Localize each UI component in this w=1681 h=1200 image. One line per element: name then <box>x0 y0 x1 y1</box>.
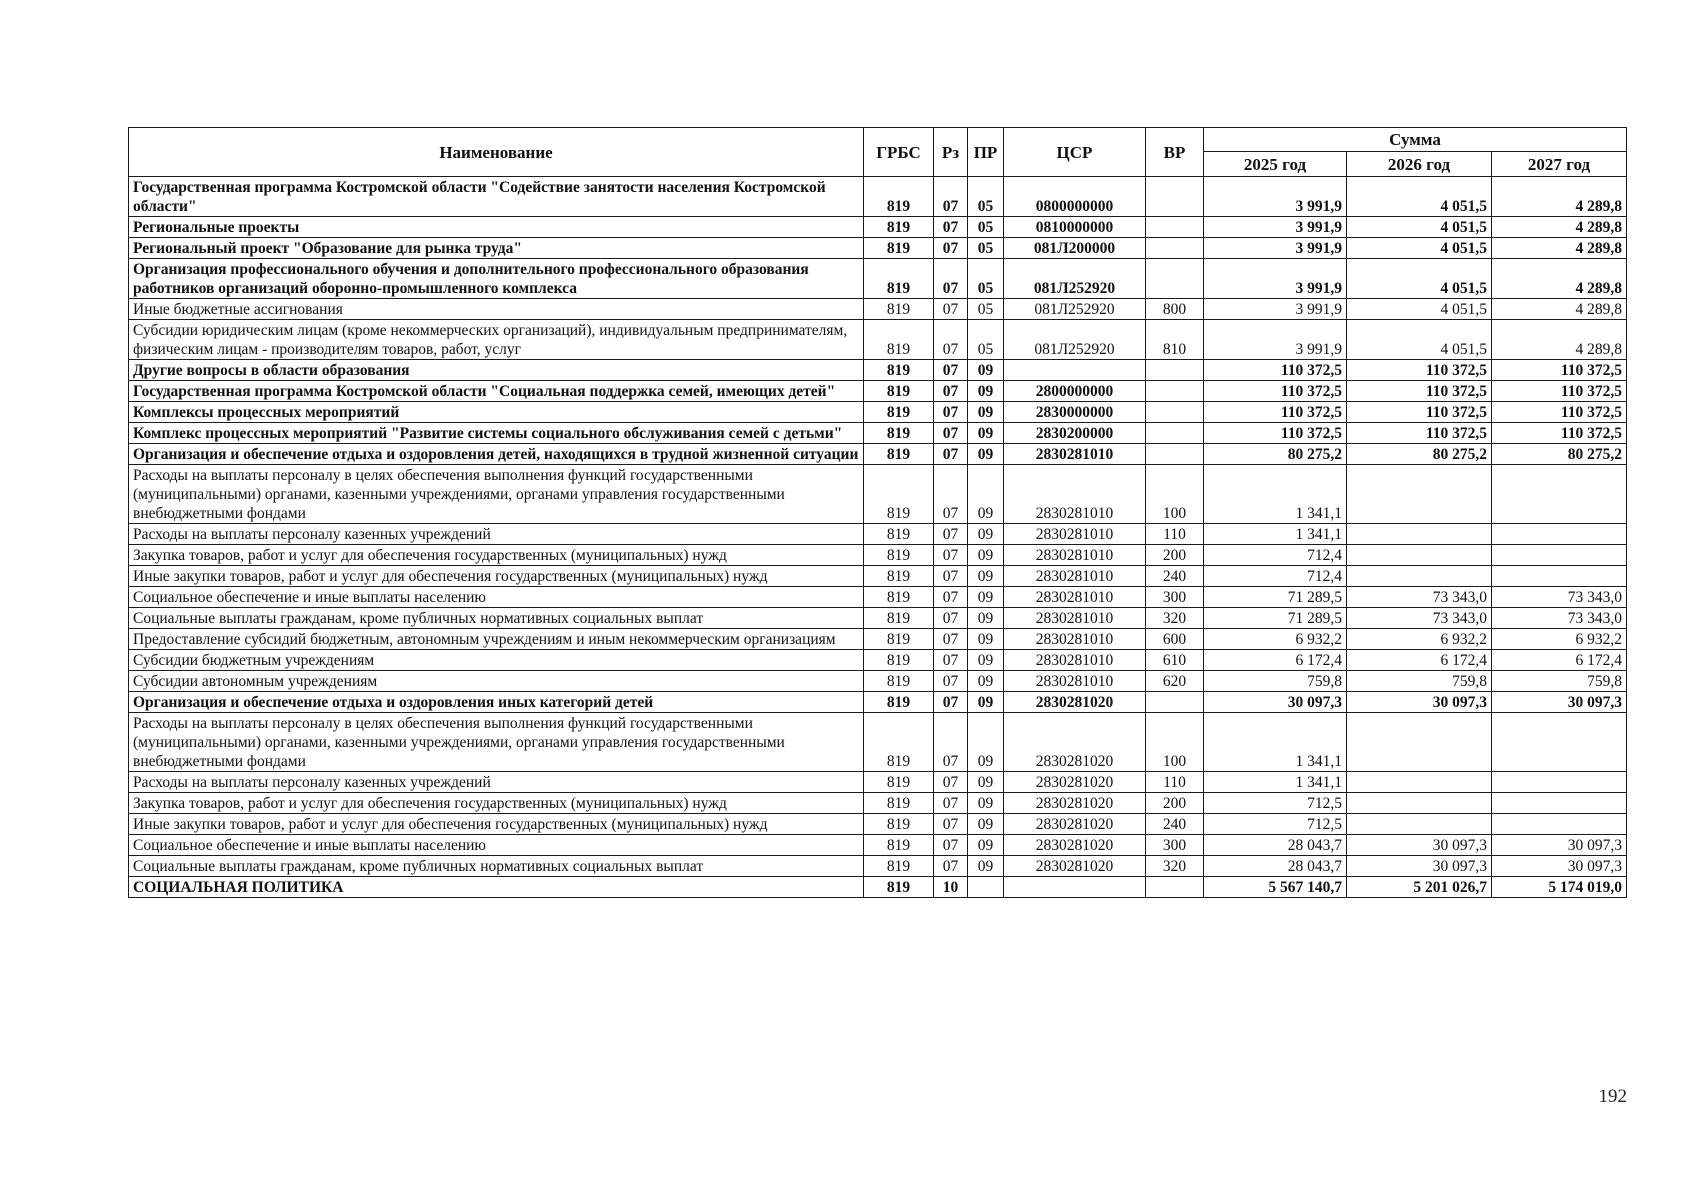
cell-pr: 09 <box>968 360 1004 381</box>
cell-2027: 30 097,3 <box>1492 856 1627 877</box>
cell-2027: 759,8 <box>1492 671 1627 692</box>
cell-pr: 05 <box>968 259 1004 299</box>
cell-name: Субсидии юридическим лицам (кроме некоммерческих организаций), индивидуальным предпринимателям, физическим лицам - производителям товаров, работ, услуг <box>129 320 864 360</box>
cell-rz: 07 <box>934 650 968 671</box>
cell-grbs: 819 <box>864 566 934 587</box>
cell-pr: 09 <box>968 444 1004 465</box>
cell-rz: 07 <box>934 360 968 381</box>
cell-vr: 240 <box>1146 814 1204 835</box>
cell-csr: 2830281010 <box>1004 671 1146 692</box>
cell-2026: 6 172,4 <box>1347 650 1492 671</box>
cell-name: Субсидии автономным учреждениям <box>129 671 864 692</box>
cell-name: Расходы на выплаты персоналу казенных учреждений <box>129 772 864 793</box>
cell-csr: 2830281010 <box>1004 587 1146 608</box>
cell-csr: 2830281010 <box>1004 444 1146 465</box>
cell-vr <box>1146 692 1204 713</box>
table-row <box>129 524 1627 545</box>
cell-2027 <box>1492 793 1627 814</box>
cell-2025: 28 043,7 <box>1204 835 1347 856</box>
cell-2026: 6 932,2 <box>1347 629 1492 650</box>
cell-rz: 07 <box>934 259 968 299</box>
cell-rz: 07 <box>934 177 968 217</box>
cell-name: Расходы на выплаты персоналу в целях обеспечения выполнения функций государственными (муниципальными) органами, казенными учреждениями, органами управления государственными внебюджетными фондами <box>129 465 864 524</box>
cell-pr: 05 <box>968 320 1004 360</box>
cell-2026 <box>1347 793 1492 814</box>
cell-2026 <box>1347 545 1492 566</box>
table-header <box>129 128 1627 177</box>
cell-2025: 712,5 <box>1204 814 1347 835</box>
cell-pr: 09 <box>968 772 1004 793</box>
cell-rz: 07 <box>934 381 968 402</box>
cell-pr: 05 <box>968 217 1004 238</box>
cell-csr: 2830281010 <box>1004 465 1146 524</box>
cell-grbs: 819 <box>864 671 934 692</box>
cell-2026: 30 097,3 <box>1347 692 1492 713</box>
cell-2026: 4 051,5 <box>1347 177 1492 217</box>
cell-2026 <box>1347 524 1492 545</box>
budget-table <box>128 127 1627 898</box>
cell-csr: 2830281020 <box>1004 713 1146 772</box>
cell-grbs: 819 <box>864 465 934 524</box>
cell-csr: 2830281020 <box>1004 814 1146 835</box>
table-row <box>129 259 1627 299</box>
cell-vr <box>1146 402 1204 423</box>
cell-name: СОЦИАЛЬНАЯ ПОЛИТИКА <box>129 877 864 898</box>
cell-grbs: 819 <box>864 381 934 402</box>
cell-rz: 07 <box>934 238 968 259</box>
cell-rz: 07 <box>934 465 968 524</box>
cell-pr: 09 <box>968 402 1004 423</box>
cell-2026: 759,8 <box>1347 671 1492 692</box>
cell-pr: 09 <box>968 545 1004 566</box>
cell-grbs: 819 <box>864 402 934 423</box>
cell-vr: 300 <box>1146 835 1204 856</box>
cell-vr: 300 <box>1146 587 1204 608</box>
table-row <box>129 177 1627 217</box>
cell-vr <box>1146 217 1204 238</box>
cell-2025: 110 372,5 <box>1204 423 1347 444</box>
cell-vr: 320 <box>1146 608 1204 629</box>
cell-2025: 6 172,4 <box>1204 650 1347 671</box>
cell-rz: 07 <box>934 793 968 814</box>
table-row <box>129 856 1627 877</box>
cell-2026: 30 097,3 <box>1347 835 1492 856</box>
cell-grbs: 819 <box>864 713 934 772</box>
cell-rz: 07 <box>934 814 968 835</box>
cell-grbs: 819 <box>864 608 934 629</box>
cell-pr: 09 <box>968 692 1004 713</box>
cell-2025: 759,8 <box>1204 671 1347 692</box>
cell-vr: 110 <box>1146 524 1204 545</box>
cell-csr: 2830000000 <box>1004 402 1146 423</box>
header-sum: Сумма <box>1204 128 1627 152</box>
cell-csr: 081Л252920 <box>1004 320 1146 360</box>
cell-rz: 07 <box>934 423 968 444</box>
cell-vr <box>1146 444 1204 465</box>
cell-pr: 09 <box>968 793 1004 814</box>
cell-2025: 30 097,3 <box>1204 692 1347 713</box>
cell-csr: 081Л200000 <box>1004 238 1146 259</box>
cell-name: Другие вопросы в области образования <box>129 360 864 381</box>
table-row <box>129 671 1627 692</box>
cell-name: Закупка товаров, работ и услуг для обеспечения государственных (муниципальных) нужд <box>129 545 864 566</box>
cell-pr: 09 <box>968 465 1004 524</box>
cell-2027 <box>1492 524 1627 545</box>
table-row <box>129 793 1627 814</box>
cell-name: Социальное обеспечение и иные выплаты населению <box>129 835 864 856</box>
cell-pr: 09 <box>968 608 1004 629</box>
cell-csr: 0810000000 <box>1004 217 1146 238</box>
header-vr: ВР <box>1146 128 1204 177</box>
cell-2027 <box>1492 814 1627 835</box>
cell-pr: 09 <box>968 566 1004 587</box>
cell-2025: 712,5 <box>1204 793 1347 814</box>
cell-pr: 05 <box>968 177 1004 217</box>
cell-vr <box>1146 423 1204 444</box>
table-body <box>129 177 1627 898</box>
cell-vr <box>1146 877 1204 898</box>
cell-2026: 5 201 026,7 <box>1347 877 1492 898</box>
cell-rz: 07 <box>934 524 968 545</box>
header-pr: ПР <box>968 128 1004 177</box>
cell-2027 <box>1492 772 1627 793</box>
cell-2026: 110 372,5 <box>1347 423 1492 444</box>
table-row <box>129 629 1627 650</box>
table-row <box>129 444 1627 465</box>
cell-vr <box>1146 259 1204 299</box>
cell-2027: 4 289,8 <box>1492 217 1627 238</box>
cell-rz: 10 <box>934 877 968 898</box>
cell-2025: 3 991,9 <box>1204 238 1347 259</box>
cell-grbs: 819 <box>864 545 934 566</box>
table-row <box>129 772 1627 793</box>
cell-2027: 110 372,5 <box>1492 381 1627 402</box>
cell-rz: 07 <box>934 713 968 772</box>
table-row <box>129 814 1627 835</box>
cell-name: Закупка товаров, работ и услуг для обеспечения государственных (муниципальных) нужд <box>129 793 864 814</box>
cell-csr <box>1004 360 1146 381</box>
cell-vr: 240 <box>1146 566 1204 587</box>
cell-pr: 09 <box>968 587 1004 608</box>
cell-2025: 3 991,9 <box>1204 177 1347 217</box>
cell-grbs: 819 <box>864 423 934 444</box>
cell-csr: 2800000000 <box>1004 381 1146 402</box>
cell-grbs: 819 <box>864 320 934 360</box>
cell-name: Расходы на выплаты персоналу в целях обеспечения выполнения функций государственными (муниципальными) органами, казенными учреждениями, органами управления государственными внебюджетными фондами <box>129 713 864 772</box>
cell-2025: 5 567 140,7 <box>1204 877 1347 898</box>
cell-2026 <box>1347 465 1492 524</box>
cell-2026: 4 051,5 <box>1347 320 1492 360</box>
table-row <box>129 381 1627 402</box>
cell-2027: 5 174 019,0 <box>1492 877 1627 898</box>
cell-vr: 200 <box>1146 793 1204 814</box>
cell-vr <box>1146 238 1204 259</box>
cell-vr: 100 <box>1146 465 1204 524</box>
cell-2025: 712,4 <box>1204 566 1347 587</box>
cell-2025: 3 991,9 <box>1204 259 1347 299</box>
cell-csr: 2830281010 <box>1004 545 1146 566</box>
cell-2027 <box>1492 713 1627 772</box>
cell-pr <box>968 877 1004 898</box>
cell-pr: 09 <box>968 650 1004 671</box>
cell-rz: 07 <box>934 587 968 608</box>
cell-csr: 081Л252920 <box>1004 299 1146 320</box>
cell-grbs: 819 <box>864 692 934 713</box>
cell-2025: 3 991,9 <box>1204 217 1347 238</box>
cell-2027: 73 343,0 <box>1492 608 1627 629</box>
cell-2026: 73 343,0 <box>1347 587 1492 608</box>
table-row <box>129 587 1627 608</box>
cell-2027: 6 932,2 <box>1492 629 1627 650</box>
cell-csr: 2830281010 <box>1004 650 1146 671</box>
cell-csr: 2830281020 <box>1004 772 1146 793</box>
table-row <box>129 465 1627 524</box>
cell-2027: 4 289,8 <box>1492 177 1627 217</box>
cell-2027: 110 372,5 <box>1492 423 1627 444</box>
table-row <box>129 713 1627 772</box>
cell-2025: 28 043,7 <box>1204 856 1347 877</box>
header-name: Наименование <box>129 128 864 177</box>
cell-name: Расходы на выплаты персоналу казенных учреждений <box>129 524 864 545</box>
cell-2027 <box>1492 566 1627 587</box>
cell-name: Иные закупки товаров, работ и услуг для обеспечения государственных (муниципальных) нужд <box>129 566 864 587</box>
cell-vr <box>1146 177 1204 217</box>
header-rz: Рз <box>934 128 968 177</box>
cell-grbs: 819 <box>864 877 934 898</box>
cell-csr <box>1004 877 1146 898</box>
cell-pr: 09 <box>968 713 1004 772</box>
table-row <box>129 877 1627 898</box>
header-grbs: ГРБС <box>864 128 934 177</box>
cell-csr: 2830281020 <box>1004 856 1146 877</box>
cell-grbs: 819 <box>864 814 934 835</box>
cell-2025: 3 991,9 <box>1204 320 1347 360</box>
cell-vr: 600 <box>1146 629 1204 650</box>
cell-csr: 2830281020 <box>1004 793 1146 814</box>
cell-2026 <box>1347 814 1492 835</box>
table-row <box>129 650 1627 671</box>
cell-rz: 07 <box>934 299 968 320</box>
cell-grbs: 819 <box>864 587 934 608</box>
cell-grbs: 819 <box>864 629 934 650</box>
cell-vr: 620 <box>1146 671 1204 692</box>
cell-2025: 110 372,5 <box>1204 381 1347 402</box>
table-row <box>129 545 1627 566</box>
cell-name: Социальные выплаты гражданам, кроме публичных нормативных социальных выплат <box>129 856 864 877</box>
cell-rz: 07 <box>934 629 968 650</box>
cell-name: Субсидии бюджетным учреждениям <box>129 650 864 671</box>
cell-csr: 2830281010 <box>1004 524 1146 545</box>
table-row <box>129 299 1627 320</box>
table-row <box>129 692 1627 713</box>
cell-2027: 4 289,8 <box>1492 299 1627 320</box>
cell-2027 <box>1492 465 1627 524</box>
cell-grbs: 819 <box>864 238 934 259</box>
cell-grbs: 819 <box>864 299 934 320</box>
cell-rz: 07 <box>934 835 968 856</box>
table-row <box>129 566 1627 587</box>
cell-2025: 1 341,1 <box>1204 465 1347 524</box>
cell-rz: 07 <box>934 772 968 793</box>
cell-grbs: 819 <box>864 259 934 299</box>
cell-pr: 09 <box>968 835 1004 856</box>
cell-name: Организация и обеспечение отдыха и оздоровления детей, находящихся в трудной жизненной ситуации <box>129 444 864 465</box>
header-2025: 2025 год <box>1204 152 1347 177</box>
cell-grbs: 819 <box>864 835 934 856</box>
cell-2026: 4 051,5 <box>1347 217 1492 238</box>
cell-2027: 73 343,0 <box>1492 587 1627 608</box>
cell-grbs: 819 <box>864 793 934 814</box>
cell-2025: 110 372,5 <box>1204 402 1347 423</box>
cell-2027: 30 097,3 <box>1492 835 1627 856</box>
cell-rz: 07 <box>934 566 968 587</box>
cell-rz: 07 <box>934 320 968 360</box>
cell-csr: 2830200000 <box>1004 423 1146 444</box>
cell-vr: 100 <box>1146 713 1204 772</box>
cell-pr: 09 <box>968 423 1004 444</box>
cell-name: Региональные проекты <box>129 217 864 238</box>
cell-2027: 110 372,5 <box>1492 402 1627 423</box>
cell-2026: 110 372,5 <box>1347 402 1492 423</box>
cell-pr: 09 <box>968 381 1004 402</box>
cell-2026: 4 051,5 <box>1347 259 1492 299</box>
cell-csr: 2830281010 <box>1004 608 1146 629</box>
cell-2026: 73 343,0 <box>1347 608 1492 629</box>
cell-2026: 80 275,2 <box>1347 444 1492 465</box>
cell-rz: 07 <box>934 856 968 877</box>
cell-2025: 6 932,2 <box>1204 629 1347 650</box>
cell-2026 <box>1347 566 1492 587</box>
header-csr: ЦСР <box>1004 128 1146 177</box>
cell-2026 <box>1347 772 1492 793</box>
cell-name: Государственная программа Костромской области "Содействие занятости населения Костромской области" <box>129 177 864 217</box>
cell-2026: 4 051,5 <box>1347 299 1492 320</box>
cell-grbs: 819 <box>864 772 934 793</box>
table-row <box>129 217 1627 238</box>
cell-name: Региональный проект "Образование для рынка труда" <box>129 238 864 259</box>
cell-name: Комплексы процессных мероприятий <box>129 402 864 423</box>
cell-pr: 09 <box>968 814 1004 835</box>
table-row <box>129 402 1627 423</box>
cell-vr: 200 <box>1146 545 1204 566</box>
cell-rz: 07 <box>934 545 968 566</box>
table-row <box>129 320 1627 360</box>
cell-2026: 110 372,5 <box>1347 360 1492 381</box>
page-number: 192 <box>1598 1086 1627 1107</box>
cell-csr: 2830281020 <box>1004 835 1146 856</box>
cell-rz: 07 <box>934 402 968 423</box>
header-2027: 2027 год <box>1492 152 1627 177</box>
cell-2025: 71 289,5 <box>1204 587 1347 608</box>
table-row <box>129 360 1627 381</box>
cell-pr: 09 <box>968 671 1004 692</box>
cell-2027: 80 275,2 <box>1492 444 1627 465</box>
cell-2025: 80 275,2 <box>1204 444 1347 465</box>
cell-name: Комплекс процессных мероприятий "Развитие системы социального обслуживания семей с детьми" <box>129 423 864 444</box>
cell-name: Государственная программа Костромской области "Социальная поддержка семей, имеющих детей" <box>129 381 864 402</box>
cell-2027: 110 372,5 <box>1492 360 1627 381</box>
cell-name: Социальные выплаты гражданам, кроме публичных нормативных социальных выплат <box>129 608 864 629</box>
cell-vr <box>1146 381 1204 402</box>
cell-2027: 30 097,3 <box>1492 692 1627 713</box>
cell-name: Организация и обеспечение отдыха и оздоровления иных категорий детей <box>129 692 864 713</box>
cell-grbs: 819 <box>864 524 934 545</box>
cell-pr: 05 <box>968 238 1004 259</box>
cell-grbs: 819 <box>864 444 934 465</box>
cell-csr: 2830281020 <box>1004 692 1146 713</box>
table-row <box>129 608 1627 629</box>
cell-csr: 081Л252920 <box>1004 259 1146 299</box>
cell-grbs: 819 <box>864 217 934 238</box>
cell-rz: 07 <box>934 671 968 692</box>
cell-2025: 71 289,5 <box>1204 608 1347 629</box>
cell-name: Иные закупки товаров, работ и услуг для обеспечения государственных (муниципальных) нужд <box>129 814 864 835</box>
cell-grbs: 819 <box>864 856 934 877</box>
cell-vr: 320 <box>1146 856 1204 877</box>
cell-2025: 1 341,1 <box>1204 713 1347 772</box>
cell-2025: 1 341,1 <box>1204 524 1347 545</box>
cell-2025: 712,4 <box>1204 545 1347 566</box>
cell-2025: 110 372,5 <box>1204 360 1347 381</box>
cell-pr: 05 <box>968 299 1004 320</box>
cell-2026 <box>1347 713 1492 772</box>
table-row <box>129 835 1627 856</box>
cell-vr: 800 <box>1146 299 1204 320</box>
cell-rz: 07 <box>934 608 968 629</box>
cell-2026: 4 051,5 <box>1347 238 1492 259</box>
cell-2027 <box>1492 545 1627 566</box>
table-row <box>129 423 1627 444</box>
cell-2027: 4 289,8 <box>1492 320 1627 360</box>
cell-name: Иные бюджетные ассигнования <box>129 299 864 320</box>
cell-pr: 09 <box>968 524 1004 545</box>
cell-2026: 110 372,5 <box>1347 381 1492 402</box>
cell-rz: 07 <box>934 692 968 713</box>
cell-grbs: 819 <box>864 177 934 217</box>
cell-2027: 6 172,4 <box>1492 650 1627 671</box>
cell-2026: 30 097,3 <box>1347 856 1492 877</box>
cell-grbs: 819 <box>864 650 934 671</box>
cell-rz: 07 <box>934 444 968 465</box>
cell-vr <box>1146 360 1204 381</box>
cell-pr: 09 <box>968 856 1004 877</box>
cell-grbs: 819 <box>864 360 934 381</box>
cell-name: Социальное обеспечение и иные выплаты населению <box>129 587 864 608</box>
cell-pr: 09 <box>968 629 1004 650</box>
cell-csr: 0800000000 <box>1004 177 1146 217</box>
cell-csr: 2830281010 <box>1004 629 1146 650</box>
table-row <box>129 238 1627 259</box>
cell-name: Предоставление субсидий бюджетным, автономным учреждениям и иным некоммерческим организациям <box>129 629 864 650</box>
cell-name: Организация профессионального обучения и дополнительного профессионального образования работников организаций оборонно-промышленного комплекса <box>129 259 864 299</box>
cell-2027: 4 289,8 <box>1492 259 1627 299</box>
header-2026: 2026 год <box>1347 152 1492 177</box>
cell-vr: 610 <box>1146 650 1204 671</box>
cell-2027: 4 289,8 <box>1492 238 1627 259</box>
cell-vr: 810 <box>1146 320 1204 360</box>
cell-csr: 2830281010 <box>1004 566 1146 587</box>
cell-2025: 1 341,1 <box>1204 772 1347 793</box>
cell-rz: 07 <box>934 217 968 238</box>
cell-vr: 110 <box>1146 772 1204 793</box>
cell-2025: 3 991,9 <box>1204 299 1347 320</box>
